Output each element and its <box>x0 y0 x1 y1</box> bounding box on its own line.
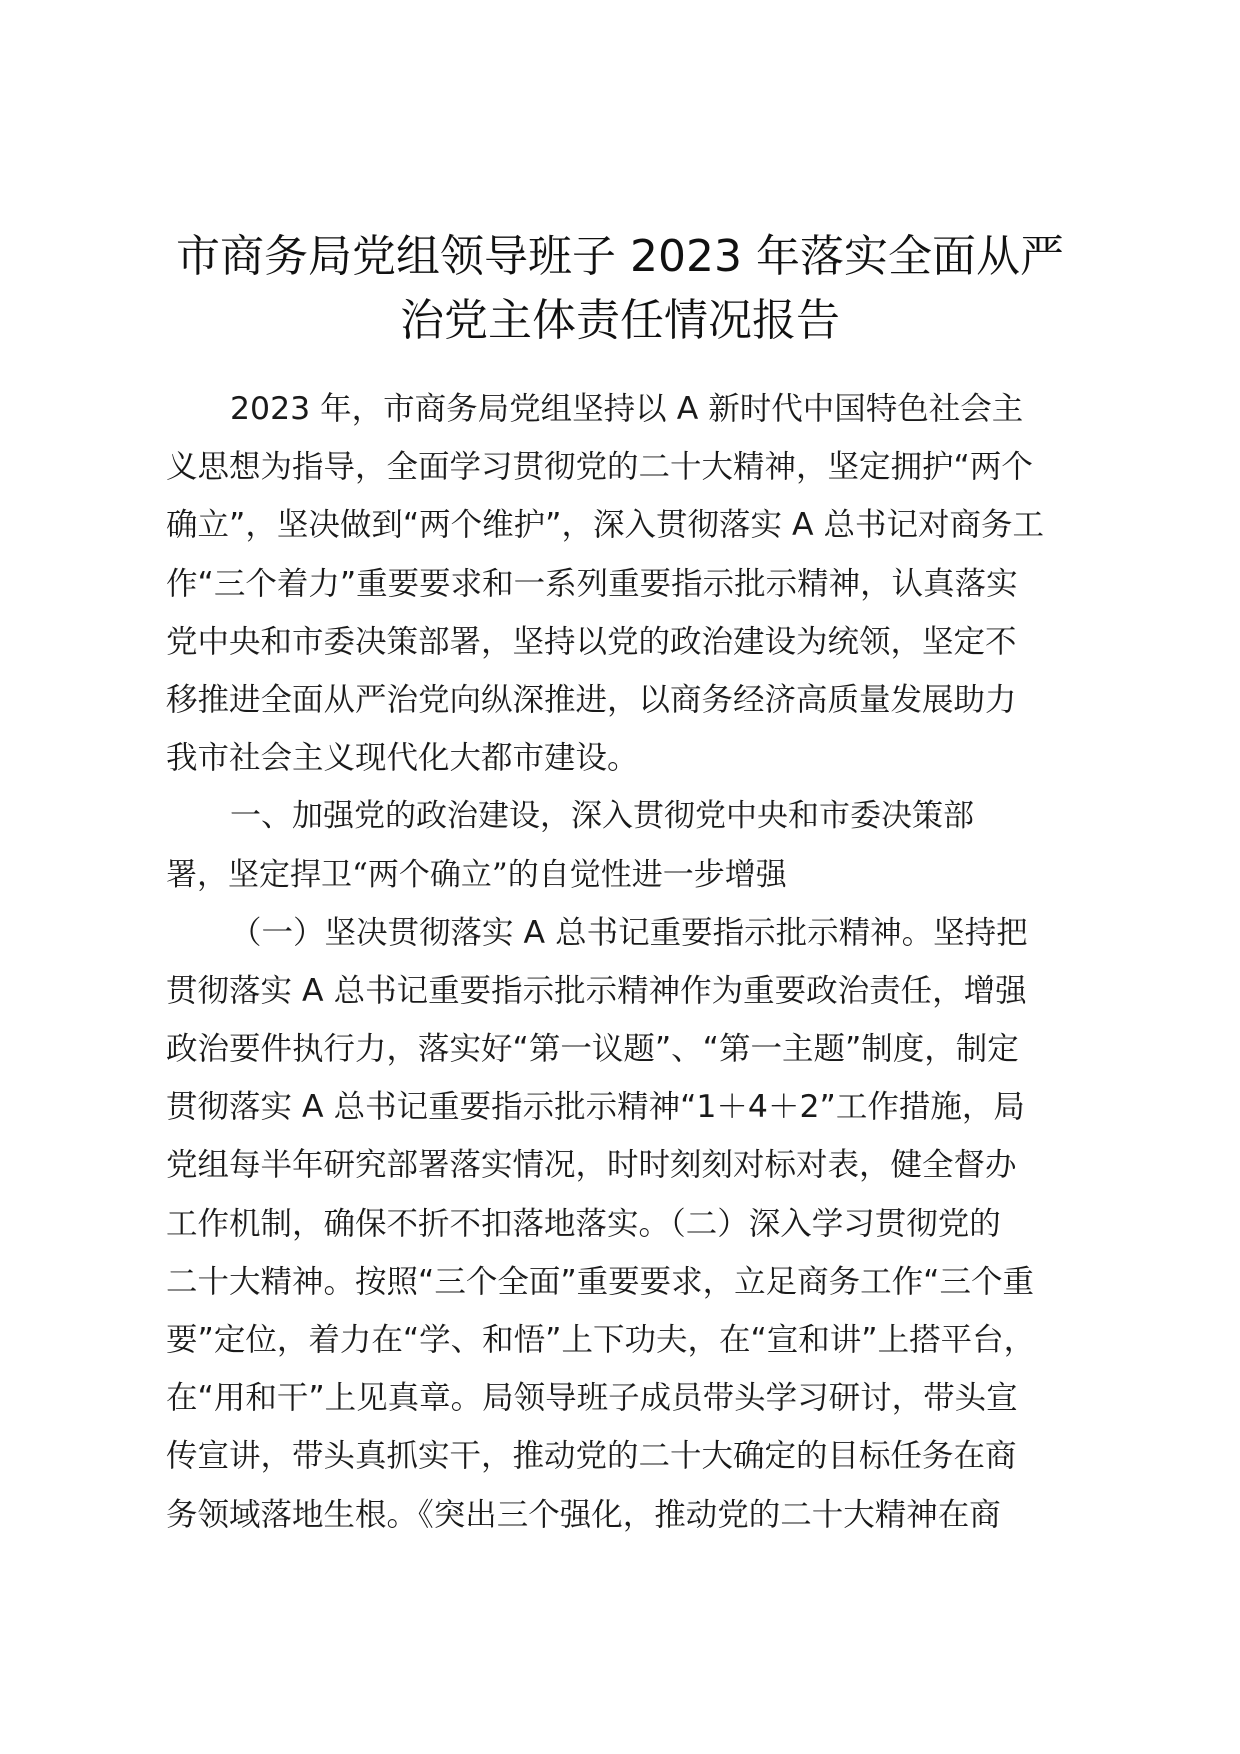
paragraph-line: 移推进全面从严治党向纵深推进，以商务经济高质量发展助力 <box>166 681 1017 718</box>
paragraph-line: 政治要件执行力，落实好“第一议题”、“第一主题”制度，制定 <box>166 1031 1019 1068</box>
section-heading-line: 署，坚定捍卫“两个确立”的自觉性进一步增强 <box>166 856 787 893</box>
paragraph-line: 贯彻落实 A 总书记重要指示批示精神“1＋4＋2”工作措施，局 <box>166 1089 1025 1126</box>
paragraph-line: 在“用和干”上见真章。局领导班子成员带头学习研讨，带头宣 <box>166 1380 1018 1417</box>
title-line-2: 治党主体责任情况报告 <box>400 295 840 347</box>
document-title <box>150 225 1090 353</box>
paragraph-line: 作“三个着力”重要要求和一系列重要指示批示精神，认真落实 <box>166 565 1018 602</box>
paragraph-line: 党组每半年研究部署落实情况，时时刻刻对标对表，健全督办 <box>166 1147 1017 1184</box>
paragraph-line: 党中央和市委决策部署，坚持以党的政治建设为统领，坚定不 <box>166 623 1017 660</box>
paragraph-line: 我市社会主义现代化大都市建设。 <box>166 740 639 777</box>
paragraph-line: 2023 年，市商务局党组坚持以 A 新时代中国特色社会主 <box>230 391 1024 427</box>
paragraph-line: 务领域落地生根。《突出三个强化，推动党的二十大精神在商 <box>166 1496 1001 1533</box>
paragraph-line: 二十大精神。按照“三个全面”重要要求，立足商务工作“三个重 <box>166 1263 1034 1300</box>
paragraph-line: 确立”，坚决做到“两个维护”，深入贯彻落实 A 总书记对商务工 <box>166 507 1045 544</box>
section-heading-line: 一、加强党的政治建设，深入贯彻党中央和市委决策部 <box>230 798 974 835</box>
paragraph-line: 要”定位，着力在“学、和悟”上下功夫，在“宣和讲”上搭平台， <box>166 1322 1036 1358</box>
paragraph-line: 贯彻落实 A 总书记重要指示批示精神作为重要政治责任，增强 <box>166 972 1027 1009</box>
paragraph-line: （一）坚决贯彻落实 A 总书记重要指示批示精神。坚持把 <box>230 914 1028 951</box>
document-body <box>166 380 1086 1544</box>
paragraph-line: 工作机制，确保不折不扣落地落实。（二）深入学习贯彻党的 <box>166 1205 1001 1242</box>
paragraph-line: 传宣讲，带头真抓实干，推动党的二十大确定的目标任务在商 <box>166 1438 1017 1475</box>
title-line-1: 市商务局党组领导班子 2023 年落实全面从严 <box>176 231 1064 283</box>
paragraph-line: 义思想为指导，全面学习贯彻党的二十大精神，坚定拥护“两个 <box>166 449 1033 486</box>
